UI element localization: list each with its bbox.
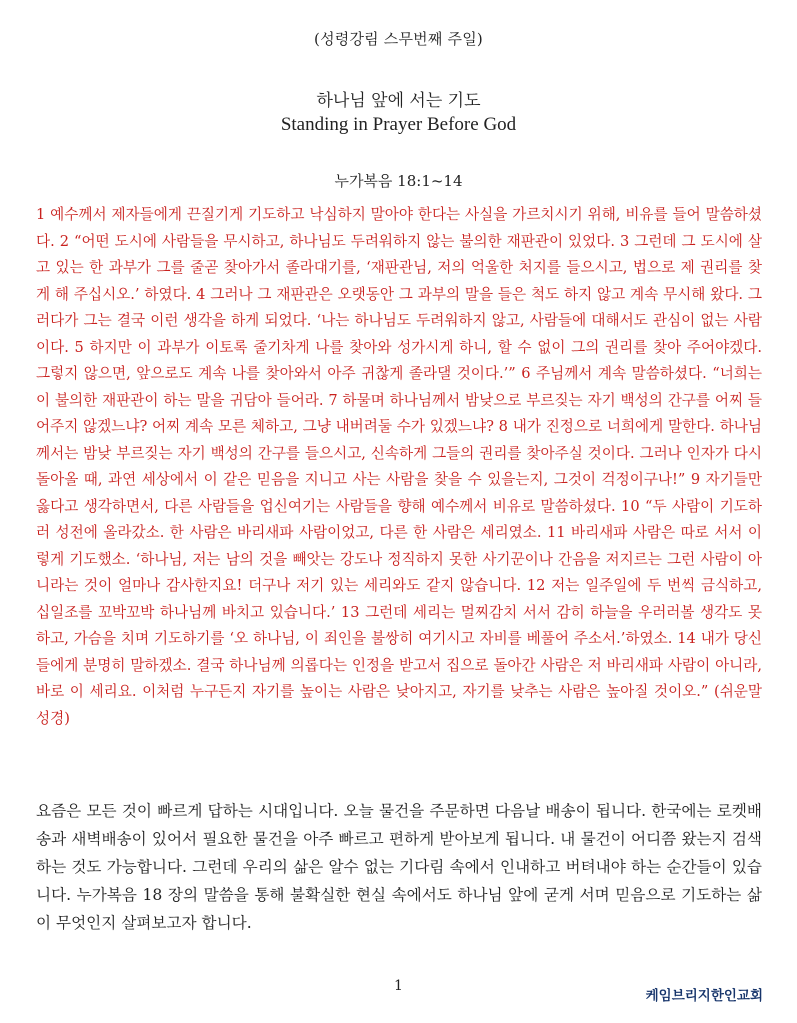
sermon-title-english: Standing in Prayer Before God bbox=[280, 114, 517, 135]
sermon-title-korean: 하나님 앞에 서는 기도 bbox=[316, 91, 481, 111]
page-number: 1 bbox=[394, 978, 403, 994]
scripture-text: 1 예수께서 제자들에게 끈질기게 기도하고 낙심하지 말아야 한다는 사실을 가르치시기 위해, 비유를 들어 말씀하셨다. 2 “어떤 도시에 사람들을 무시하고, 하나님도 두려워하지 않는 불의한 재판관이 있었다. 3 그런데 그 도시에 살고 있는 한 과부가 그를 줄곧 찾아가서 졸라대기를, ‘재판관님, 저의 억울한 처지를 들으시고, 법으로 제 권리를 찾게 해 주십시오.’ 하였다. 4 그러나 그 재판관은 오랫동안 그 과부의 말을 들은 척도 하지 않고 계속 무시해 왔다. 그러다가 그는 결국 이런 생각을 하게 되었다. ‘나는 하나님도 두려워하지 않고, 사람들에 대해서도 관심이 없는 사람이다. 5 하지만 이 과부가 이토록 줄기차게 나를 찾아와 성가시게 하니, 할 수 없이 그의 권리를 찾아 주어야겠다. 그렇지 않으면, 앞으로도 계속 나를 찾아와서 아주 귀찮게 졸라댈 것이다.’” 6 주님께서 계속 말씀하셨다. “너희는 이 불의한 재판관이 하는 말을 귀담아 들어라. 7 하물며 하나님께서 밤낮으로 부르짖는 자기 백성의 간구를 어찌 들어주지 않겠느냐? 어찌 계속 모른 체하고, 그냥 내버려둘 수가 있겠느냐? 8 내가 진정으로 너희에게 말한다. 하나님께서는 밤낮 부르짖는 자기 백성의 간구를 들으시고, 신속하게 그들의 권리를 찾아주실 것이다. 그러나 인자가 다시 돌아올 때, 과연 세상에서 이 같은 믿음을 지니고 사는 사람을 찾을 수 있을는지, 그것이 걱정이구나!” 9 자기들만 옳다고 생각하면서, 다른 사람들을 업신여기는 사람들을 향해 예수께서 비유로 말씀하셨다. 10 “두 사람이 기도하러 성전에 올라갔소. 한 사람은 바리새파 사람이었고, 다른 한 사람은 세리였소. 11 바리새파 사람은 따로 서서 이렇게 기도했소. ‘하나님, 저는 남의 것을 빼앗는 강도나 정직하지 못한 사기꾼이나 간음을 저지르는 그런 사람이 아니라는 것이 얼마나 감사한지요! 더구나 저기 있는 세리와도 같지 않습니다. 12 저는 일주일에 두 번씩 금식하고, 십일조를 꼬박꼬박 하나님께 바치고 있습니다.’ 13 그런데 세리는 멀찌감치 서서 감히 하늘을 우러러볼 생각도 못하고, 가슴을 치며 기도하기를 ‘오 하나님, 이 죄인을 불쌍히 여기시고 자비를 베풀어 주소서.’하였소. 14 내가 당신들에게 분명히 말하겠소. 결국 하나님께 의롭다는 인정을 받고서 집으로 돌아간 사람은 저 바리새파 사람이 아니라, 바로 이 세리요. 이처럼 누구든지 자기를 높이는 사람은 낮아지고, 자기를 낮추는 사람은 높아질 것이오.” bbox=[36, 206, 762, 700]
scripture-reference: 누가복음 18:1~14 bbox=[334, 172, 463, 190]
church-name: 케임브리지한인교회 bbox=[645, 988, 763, 1004]
occasion-label: (성령강림 스무번째 주일) bbox=[314, 30, 483, 48]
scripture-source: (쉬운말 성경) bbox=[36, 683, 763, 727]
sermon-intro-paragraph: 요즘은 모든 것이 빠르게 답하는 시대입니다. 오늘 물건을 주문하면 다음날 배송이 됩니다. 한국에는 로켓배송과 새벽배송이 있어서 필요한 물건을 아주 빠르고 편하게 받아보게 됩니다. 내 물건이 어디쯤 왔는지 검색하는 것도 가능합니다. 그런데 우리의 삶은 알수 없는 기다림 속에서 인내하고 버텨내야 하는 순간들이 있습니다. 누가복음 18 장의 말씀을 통해 불확실한 현실 속에서도 하나님 앞에 굳게 서며 믿음으로 기도하는 삶이 무엇인지 살펴보고자 합니다. bbox=[36, 802, 762, 932]
scripture-passage bbox=[36, 202, 762, 732]
